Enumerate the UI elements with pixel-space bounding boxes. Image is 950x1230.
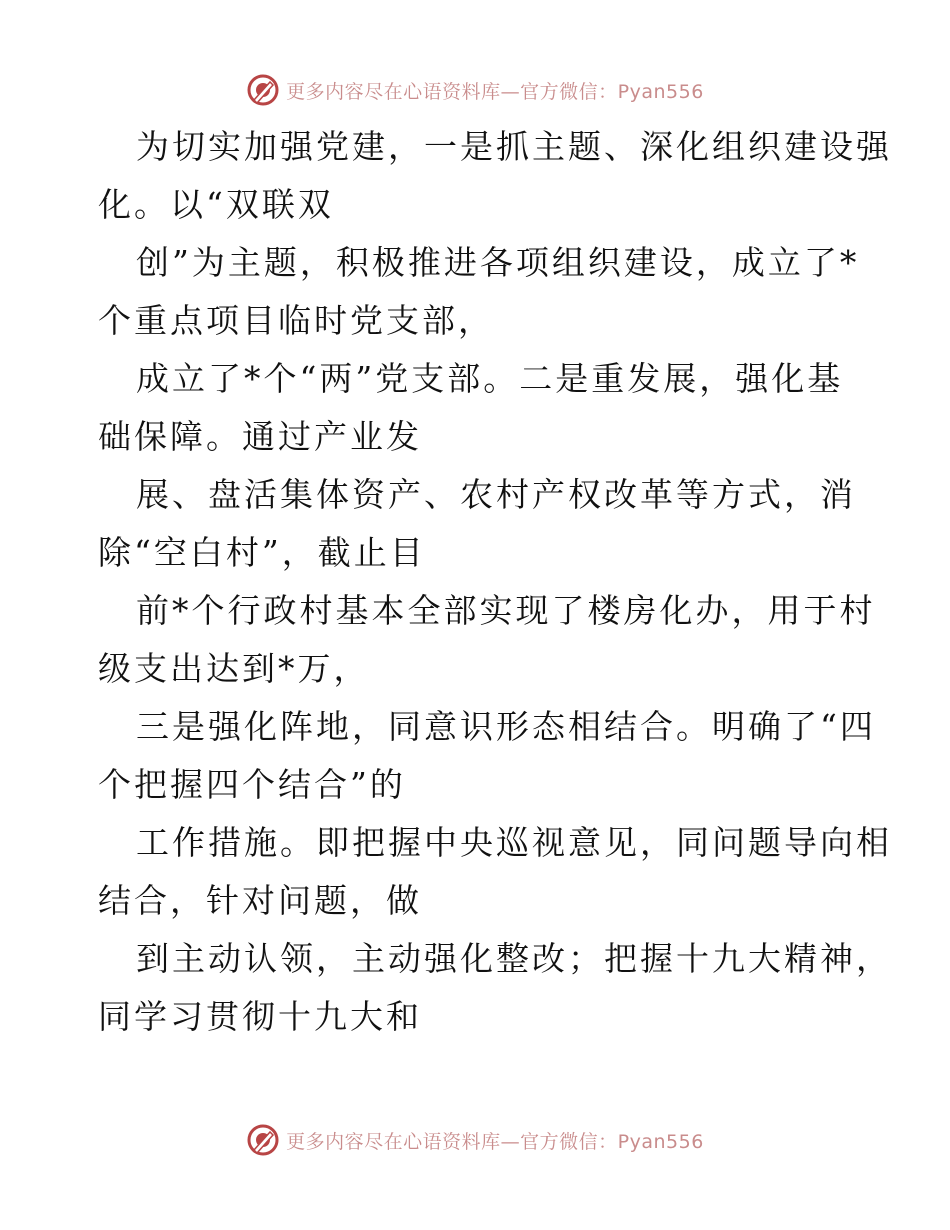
watermark-suffix: Pyan556 bbox=[617, 80, 704, 103]
header-watermark bbox=[0, 70, 950, 110]
watermark-text bbox=[286, 77, 704, 104]
pen-logo-icon bbox=[246, 1123, 280, 1157]
watermark-suffix: Pyan556 bbox=[617, 1130, 704, 1153]
body-line: 础保障。通过产业发 bbox=[98, 417, 422, 456]
body-line: 到主动认领，主动强化整改；把握十九大精神， bbox=[136, 939, 892, 978]
body-line: 展、盘活集体资产、农村产权改革等方式，消 bbox=[136, 475, 856, 514]
body-line: 成立了*个“两”党支部。二是重发展，强化基 bbox=[136, 359, 844, 398]
body-line: 级支出达到*万， bbox=[98, 649, 370, 688]
watermark-main: 更多内容尽在心语资料库—官方微信： bbox=[286, 80, 618, 103]
body-line: 为切实加强党建，一是抓主题、深化组织建设强 bbox=[136, 127, 892, 166]
body-line: 除“空白村”，截止目 bbox=[98, 533, 426, 572]
body-line: 工作措施。即把握中央巡视意见，同问题导向相 bbox=[136, 823, 892, 862]
pen-logo-icon bbox=[246, 73, 280, 107]
watermark-main: 更多内容尽在心语资料库—官方微信： bbox=[286, 1130, 618, 1153]
body-line: 结合，针对问题，做 bbox=[98, 881, 422, 920]
footer-watermark bbox=[0, 1120, 950, 1160]
document-body bbox=[98, 118, 892, 1046]
body-line: 创”为主题，积极推进各项组织建设，成立了* bbox=[136, 243, 860, 282]
body-line: 同学习贯彻十九大和 bbox=[98, 997, 422, 1036]
body-line: 个重点项目临时党支部， bbox=[98, 301, 494, 340]
body-line: 三是强化阵地，同意识形态相结合。明确了“四 bbox=[136, 707, 876, 746]
body-line: 化。以“双联双 bbox=[98, 185, 334, 224]
watermark-text bbox=[286, 1127, 704, 1154]
body-line: 个把握四个结合”的 bbox=[98, 765, 406, 804]
body-line: 前*个行政村基本全部实现了楼房化办，用于村 bbox=[136, 591, 876, 630]
